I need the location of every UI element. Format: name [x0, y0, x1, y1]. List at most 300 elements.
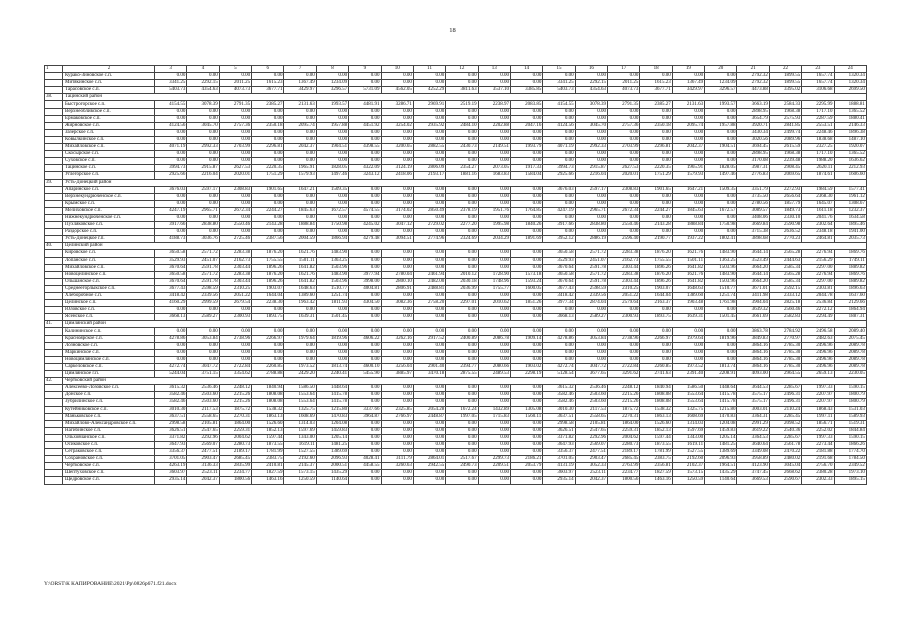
- tariff-cell: 2560.46: [769, 307, 801, 314]
- tariff-cell: 0.00: [413, 307, 445, 314]
- row-number: [45, 356, 63, 363]
- tariff-cell: 2536.46: [187, 385, 219, 392]
- tariff-cell: 1889.82: [834, 264, 866, 271]
- tariff-cell: 0.00: [252, 158, 284, 165]
- tariff-cell: 3078.39: [575, 101, 607, 108]
- tariff-cell: 0.00: [349, 420, 381, 427]
- tariff-cell: 3640.64: [737, 441, 769, 448]
- tariff-cell: 2391.40: [672, 371, 704, 378]
- table-row: [45, 257, 867, 264]
- tariff-cell: 3351.79: [737, 186, 769, 193]
- tariff-cell: 2496.96: [802, 356, 834, 363]
- tariff-cell: 2591.78: [187, 264, 219, 271]
- tariff-cell: 1863.13: [640, 413, 672, 420]
- tariff-cell: 1988.20: [802, 158, 834, 165]
- tariff-cell: 1573.15: [672, 470, 704, 477]
- tariff-cell: 0.00: [413, 158, 445, 165]
- tariff-cell: 2703.99: [219, 144, 251, 151]
- tariff-cell: 2098.52: [769, 420, 801, 427]
- tariff-cell: 1997.05: [446, 413, 478, 420]
- tariff-cell: 3243.12: [349, 172, 381, 179]
- tariff-cell: 1389.69: [705, 449, 737, 456]
- tariff-cell: 2270.31: [219, 413, 251, 420]
- row-number: [45, 264, 63, 271]
- tariff-cell: 2992.33: [187, 144, 219, 151]
- tariff-cell: 1509.35: [705, 186, 737, 193]
- table-row: [45, 80, 867, 87]
- tariff-cell: 0.00: [543, 108, 575, 115]
- tariff-cell: 2238.30: [252, 300, 284, 307]
- tariff-cell: 0.00: [446, 349, 478, 356]
- tariff-cell: 3082.36: [381, 300, 413, 307]
- row-number: [45, 342, 63, 349]
- tariff-cell: 1800.56: [219, 477, 251, 484]
- tariff-cell: 9: [349, 66, 381, 73]
- tariff-cell: 2004.62: [219, 434, 251, 441]
- tariff-cell: 2189.17: [219, 449, 251, 456]
- settlement-name: 2: [63, 66, 155, 73]
- tariff-cell: 0.00: [672, 342, 704, 349]
- tariff-cell: 1868.43: [802, 406, 834, 413]
- tariff-cell: 0.00: [349, 200, 381, 207]
- tariff-cell: 0.00: [219, 108, 251, 115]
- tariff-cell: 2725.46: [219, 236, 251, 243]
- tariff-cell: 1637.60: [834, 293, 866, 300]
- tariff-cell: 2215.26: [219, 399, 251, 406]
- table-row: [45, 300, 867, 307]
- tariff-cell: 2096.93: [705, 456, 737, 463]
- tariff-cell: 0.00: [446, 449, 478, 456]
- settlement-name: Калининское с.п.: [63, 328, 155, 335]
- tariff-cell: 0.00: [478, 470, 510, 477]
- tariff-cell: 3291.62: [608, 371, 640, 378]
- tariff-cell: 0.00: [252, 307, 284, 314]
- settlement-name: Хлеборобное с.п.: [63, 293, 155, 300]
- table-row: [45, 122, 867, 129]
- tariff-cell: 1621.76: [284, 271, 316, 278]
- tariff-cell: 2835.99: [219, 463, 251, 470]
- tariff-cell: 4354.63: [187, 87, 219, 94]
- tariff-cell: 1984.59: [802, 186, 834, 193]
- tariff-cell: 22: [769, 66, 801, 73]
- tariff-cell: 0.00: [446, 186, 478, 193]
- tariff-cell: 19: [672, 66, 704, 73]
- tariff-cell: 3885.97: [381, 371, 413, 378]
- tariff-cell: 0.00: [413, 136, 445, 143]
- tariff-cell: 1560.11: [510, 413, 542, 420]
- tariff-cell: 2965.71: [575, 207, 607, 214]
- tariff-cell: 0.00: [413, 193, 445, 200]
- tariff-cell: 0.00: [478, 229, 510, 236]
- district-name: Усть-Донецкий район: [63, 179, 867, 186]
- tariff-cell: 0.00: [349, 449, 381, 456]
- tariff-cell: 0.00: [349, 214, 381, 221]
- tariff-cell: 3582.46: [155, 399, 187, 406]
- tariff-cell: 2089.78: [834, 349, 866, 356]
- tariff-cell: 2806.09: [413, 165, 445, 172]
- tariff-cell: 5: [219, 66, 251, 73]
- tariff-cell: 1432.89: [478, 406, 510, 413]
- tariff-cell: 4304.50: [349, 300, 381, 307]
- tariff-cell: 1463.16: [252, 477, 284, 484]
- tariff-cell: 0.00: [608, 108, 640, 115]
- tariff-cell: 0.00: [349, 73, 381, 80]
- tariff-cell: 5403.73: [155, 87, 187, 94]
- tariff-cell: 2480.02: [769, 456, 801, 463]
- tariff-cell: 3615.32: [543, 385, 575, 392]
- tariff-cell: 0.00: [608, 356, 640, 363]
- tariff-cell: 2489.53: [478, 371, 510, 378]
- tariff-cell: 1593.24: [510, 278, 542, 285]
- tariff-cell: 0.00: [155, 342, 187, 349]
- tariff-cell: 0.00: [510, 307, 542, 314]
- settlement-name: Ермаковское с.п.: [63, 115, 155, 122]
- tariff-cell: 1873.55: [252, 441, 284, 448]
- tariff-cell: 2585.34: [769, 278, 801, 285]
- tariff-cell: 0.00: [219, 349, 251, 356]
- tariff-cell: 2190.77: [640, 236, 672, 243]
- table-row: [45, 463, 867, 470]
- tariff-cell: 1527.55: [672, 449, 704, 456]
- tariff-cell: 0.00: [284, 151, 316, 158]
- tariff-cell: 2464.81: [802, 236, 834, 243]
- tariff-cell: 0.00: [575, 193, 607, 200]
- table-row: [45, 285, 867, 292]
- tariff-cell: 3053.84: [575, 335, 607, 342]
- tariff-cell: 1619.11: [672, 441, 704, 448]
- tariff-cell: 1204.08: [316, 420, 348, 427]
- tariff-cell: 0.00: [478, 264, 510, 271]
- row-number: [45, 399, 63, 406]
- tariff-cell: 0.00: [705, 158, 737, 165]
- tariff-cell: 0.00: [316, 214, 348, 221]
- tariff-cell: 2295.99: [802, 101, 834, 108]
- tariff-cell: 2565.28: [769, 271, 801, 278]
- tariff-cell: 2738.96: [219, 335, 251, 342]
- tariff-cell: 1367.49: [672, 80, 704, 87]
- settlement-name: Щедровское с.п.: [63, 477, 155, 484]
- tariff-cell: 2517.67: [446, 456, 478, 463]
- tariff-cell: 1325.75: [672, 406, 704, 413]
- tariff-cell: 0.00: [413, 449, 445, 456]
- tariff-cell: 0.00: [543, 136, 575, 143]
- tariff-cell: 3864.16: [737, 342, 769, 349]
- tariff-cell: 0.00: [413, 250, 445, 257]
- tariff-cell: 2105.81: [187, 420, 219, 427]
- tariff-cell: 2156.29: [802, 257, 834, 264]
- district-row: [45, 321, 867, 328]
- tariff-cell: 2864.01: [413, 456, 445, 463]
- tariff-cell: 0.00: [510, 229, 542, 236]
- tariff-cell: 1819.96: [316, 335, 348, 342]
- tariff-cell: 0.00: [381, 314, 413, 321]
- tariff-cell: 2303.44: [608, 264, 640, 271]
- tariff-cell: 2672.34: [219, 207, 251, 214]
- tariff-cell: 0.00: [640, 115, 672, 122]
- tariff-cell: 0.00: [672, 158, 704, 165]
- tariff-cell: 1641.82: [284, 264, 316, 271]
- tariff-cell: 1997.11: [802, 413, 834, 420]
- tariff-cell: 3619.22: [737, 427, 769, 434]
- tariff-cell: 1874.61: [802, 172, 834, 179]
- tariff-cell: 2685.45: [219, 456, 251, 463]
- tariff-cell: 3670.64: [543, 278, 575, 285]
- table-row: [45, 328, 867, 335]
- tariff-cell: 0.00: [349, 342, 381, 349]
- tariff-cell: 1899.55: [769, 73, 801, 80]
- tariff-cell: 0.00: [187, 151, 219, 158]
- tariff-cell: 1363.25: [316, 257, 348, 264]
- tariff-cell: 3664.20: [737, 264, 769, 271]
- tariff-cell: 3089.57: [737, 207, 769, 214]
- tariff-cell: 2503.60: [187, 392, 219, 399]
- tariff-cell: 0.00: [349, 385, 381, 392]
- tariff-cell: 1204.08: [705, 420, 737, 427]
- tariff-cell: 1579.93: [284, 172, 316, 179]
- tariff-cell: 0.00: [510, 158, 542, 165]
- tariff-cell: 1875.72: [219, 406, 251, 413]
- tariff-cell: 3582.46: [155, 392, 187, 399]
- tariff-cell: 0.00: [510, 328, 542, 335]
- tariff-cell: 1893.75: [252, 314, 284, 321]
- tariff-cell: 2903.47: [575, 456, 607, 463]
- district-name: Цимлянский район: [63, 321, 867, 328]
- tariff-cell: 0.00: [349, 115, 381, 122]
- tariff-cell: 0.00: [349, 392, 381, 399]
- tariff-cell: 2451.07: [575, 257, 607, 264]
- tariff-cell: 3111.79: [381, 456, 413, 463]
- tariff-cell: 0.00: [349, 108, 381, 115]
- row-number: [45, 257, 63, 264]
- tariff-cell: 5403.73: [543, 87, 575, 94]
- tariff-cell: 0.00: [187, 229, 219, 236]
- tariff-cell: 0.00: [478, 158, 510, 165]
- tariff-cell: 24: [834, 66, 866, 73]
- tariff-cell: 1215.80: [705, 406, 737, 413]
- tariff-cell: 0.00: [575, 73, 607, 80]
- tariff-cell: 0.00: [478, 441, 510, 448]
- tariff-cell: 0.00: [413, 129, 445, 136]
- tariff-cell: 3917.66: [543, 222, 575, 229]
- tariff-cell: 0.00: [478, 385, 510, 392]
- tariff-cell: 0.00: [349, 434, 381, 441]
- settlement-name: Михайловское с.п.: [63, 264, 155, 271]
- tariff-cell: 2850.49: [413, 207, 445, 214]
- tariff-cell: 2597.17: [575, 186, 607, 193]
- tariff-cell: 2590.67: [769, 477, 801, 484]
- tariff-cell: 0.00: [510, 420, 542, 427]
- tariff-cell: 0.00: [478, 349, 510, 356]
- tariff-cell: 2034.29: [478, 236, 510, 243]
- tariff-cell: 16: [575, 66, 607, 73]
- tariff-cell: 2145.37: [284, 463, 316, 470]
- tariff-cell: 2383.75: [640, 456, 672, 463]
- tariff-cell: 2308.83: [219, 186, 251, 193]
- tariff-cell: 0.00: [575, 129, 607, 136]
- tariff-cell: 0.00: [705, 307, 737, 314]
- tariff-cell: 2496.96: [802, 349, 834, 356]
- tariff-cell: 2942.55: [413, 463, 445, 470]
- tariff-cell: 0.00: [349, 129, 381, 136]
- tariff-cell: 0.00: [672, 307, 704, 314]
- tariff-cell: 0.00: [672, 108, 704, 115]
- settlement-name: Сетраковское с.п.: [63, 449, 155, 456]
- settlement-name: Новоцимлянское с.п.: [63, 356, 155, 363]
- settlement-name: Маркинское с.п.: [63, 349, 155, 356]
- tariff-cell: 0.00: [608, 115, 640, 122]
- tariff-cell: 1965.91: [672, 165, 704, 172]
- tariff-cell: 0.00: [510, 314, 542, 321]
- tariff-cell: 2757.36: [219, 122, 251, 129]
- tariff-cell: 2325.85: [381, 406, 413, 413]
- table-row: [45, 73, 867, 80]
- tariff-cell: 1903.07: [252, 285, 284, 292]
- tariff-cell: 0.00: [575, 214, 607, 221]
- tariff-cell: 2089.96: [769, 136, 801, 143]
- tariff-cell: 1869.76: [834, 250, 866, 257]
- tariff-cell: 1586.50: [284, 385, 316, 392]
- settlement-name: Мелиховское с.п.: [63, 207, 155, 214]
- tariff-cell: 2477.51: [187, 449, 219, 456]
- tariff-cell: 2519.19: [446, 101, 478, 108]
- tariff-cell: 1764.85: [510, 207, 542, 214]
- district-row: [45, 94, 867, 101]
- tariff-cell: 0.00: [672, 129, 704, 136]
- tariff-cell: 2488.81: [413, 285, 445, 292]
- tariff-cell: 2234.77: [219, 470, 251, 477]
- tariff-cell: 2591.78: [575, 278, 607, 285]
- settlement-name: Новоцелинское с.п.: [63, 271, 155, 278]
- tariff-cell: 2965.71: [187, 207, 219, 214]
- tariff-cell: 0.00: [510, 80, 542, 87]
- table-row: [45, 144, 867, 151]
- tariff-cell: 2300.93: [608, 314, 640, 321]
- tariff-cell: 2571.72: [187, 271, 219, 278]
- tariff-cell: 2668.62: [769, 470, 801, 477]
- tariff-cell: 2131.63: [672, 101, 704, 108]
- tariff-cell: 0.00: [608, 136, 640, 143]
- tariff-cell: 0.00: [413, 427, 445, 434]
- tariff-cell: 0.00: [381, 136, 413, 143]
- tariff-cell: 0.00: [640, 328, 672, 335]
- tariff-cell: 3603.97: [543, 470, 575, 477]
- tariff-cell: 5731.09: [349, 87, 381, 94]
- tariff-cell: 1968.38: [769, 151, 801, 158]
- tariff-cell: 1590.15: [834, 385, 866, 392]
- tariff-cell: 3626.51: [155, 427, 187, 434]
- tariff-cell: 4600.10: [349, 363, 381, 370]
- settlement-name: Алексеево-Лозовское с.п.: [63, 385, 155, 392]
- tariff-cell: 0.00: [478, 449, 510, 456]
- tariff-cell: 1553.64: [672, 392, 704, 399]
- tariff-cell: 1644.04: [640, 293, 672, 300]
- tariff-cell: 2054.28: [413, 406, 445, 413]
- tariff-cell: 0.00: [252, 229, 284, 236]
- tariff-cell: 2596.40: [608, 236, 640, 243]
- tariff-cell: 1647.21: [672, 186, 704, 193]
- tariff-cell: 3582.46: [543, 399, 575, 406]
- tariff-cell: 0.00: [478, 250, 510, 257]
- settlement-name: Сохрановское с.п.: [63, 456, 155, 463]
- tariff-cell: 3411.98: [737, 293, 769, 300]
- tariff-cell: 0.00: [187, 115, 219, 122]
- tariff-cell: 2788.88: [252, 371, 284, 378]
- tariff-cell: 0.00: [349, 470, 381, 477]
- tariff-cell: 0.00: [608, 229, 640, 236]
- tariff-cell: 0.00: [705, 356, 737, 363]
- tariff-cell: 0.00: [672, 200, 704, 207]
- tariff-cell: 2303.44: [608, 278, 640, 285]
- tariff-cell: 2042.37: [672, 144, 704, 151]
- tariff-cell: 2785.30: [769, 342, 801, 349]
- tariff-cell: 2499.74: [769, 129, 801, 136]
- settlement-name: Быстрогорское с.п.: [63, 101, 155, 108]
- tariff-cell: 1501.11: [672, 257, 704, 264]
- row-number: [45, 477, 63, 484]
- tariff-cell: 0.00: [478, 200, 510, 207]
- tariff-cell: 1314.03: [284, 420, 316, 427]
- tariff-cell: 3354.62: [219, 371, 251, 378]
- tariff-cell: 0.00: [446, 264, 478, 271]
- tariff-cell: 0.00: [705, 73, 737, 80]
- tariff-cell: 2503.60: [575, 392, 607, 399]
- row-number: [45, 427, 63, 434]
- settlement-name: Суховское с.п.: [63, 158, 155, 165]
- tariff-cell: 0.00: [381, 229, 413, 236]
- tariff-cell: 1648.63: [284, 285, 316, 292]
- row-number: [45, 200, 63, 207]
- tariff-cell: 1683.83: [478, 172, 510, 179]
- tariff-cell: 0.00: [284, 356, 316, 363]
- tariff-cell: 0.00: [381, 385, 413, 392]
- tariff-cell: 2470.22: [769, 449, 801, 456]
- row-number: [45, 236, 63, 243]
- tariff-cell: 0.00: [381, 434, 413, 441]
- tariff-cell: 0.00: [381, 250, 413, 257]
- tariff-cell: 0.00: [284, 342, 316, 349]
- table-row: [45, 413, 867, 420]
- tariff-cell: 0.00: [640, 342, 672, 349]
- tariff-cell: 3053.84: [187, 335, 219, 342]
- tariff-cell: 3262.16: [381, 335, 413, 342]
- tariff-cell: 1308.67: [834, 200, 866, 207]
- tariff-cell: 1856.71: [802, 420, 834, 427]
- tariff-cell: 2044.78: [802, 293, 834, 300]
- tariff-cell: 1813.74: [705, 363, 737, 370]
- tariff-cell: 1828.05: [316, 165, 348, 172]
- tariff-cell: 1367.49: [284, 80, 316, 87]
- tariff-cell: 1641.82: [672, 264, 704, 271]
- row-number: [45, 229, 63, 236]
- tariff-cell: 0.00: [413, 314, 445, 321]
- tariff-cell: 3849.83: [737, 335, 769, 342]
- tariff-cell: 2129.66: [834, 300, 866, 307]
- table-row: [45, 222, 867, 229]
- tariff-cell: 0.00: [284, 229, 316, 236]
- tariff-cell: 3371.82: [155, 434, 187, 441]
- tariff-cell: 2780.56: [737, 200, 769, 207]
- tariff-cell: 3260.63: [381, 463, 413, 470]
- tariff-cell: 3124.19: [381, 165, 413, 172]
- tariff-cell: 1205.14: [316, 434, 348, 441]
- tariff-cell: 1320.34: [834, 73, 866, 80]
- tariff-cell: 2010.62: [478, 300, 510, 307]
- tariff-cell: 2216.04: [575, 172, 607, 179]
- tariff-cell: 2310.25: [608, 285, 640, 292]
- tariff-cell: 0.00: [640, 229, 672, 236]
- tariff-cell: 2300.93: [219, 314, 251, 321]
- tariff-cell: 0.00: [543, 200, 575, 207]
